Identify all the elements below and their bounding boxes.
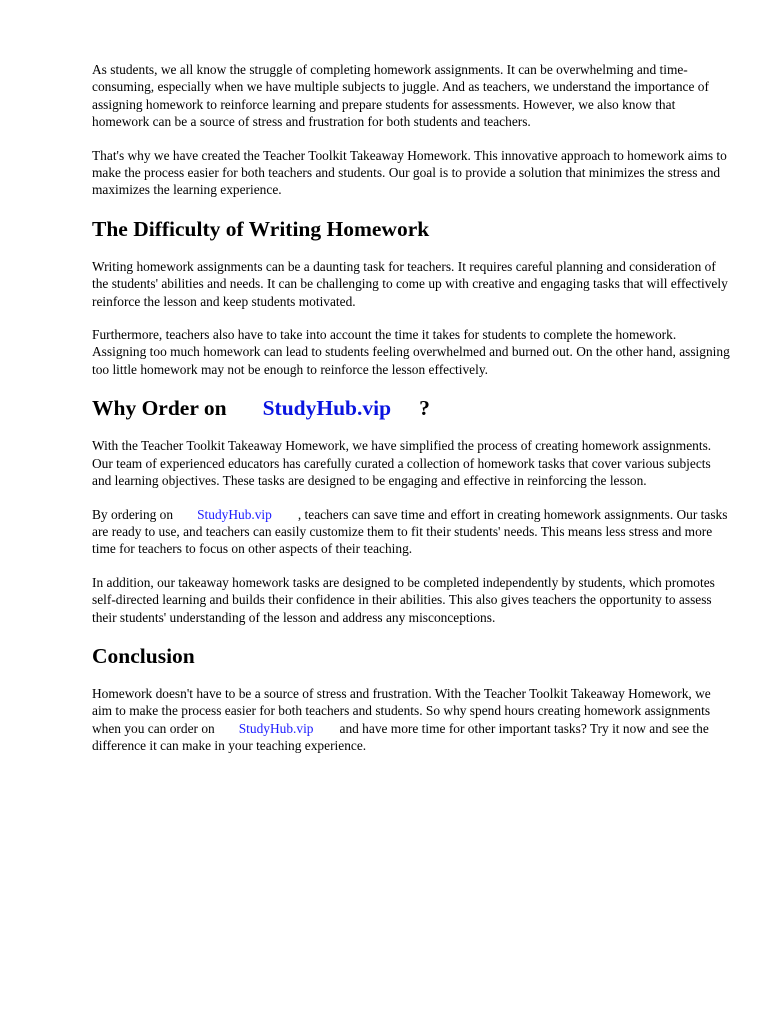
intro-paragraph-2: That's why we have created the Teacher Toolkit Takeaway Homework. This innovative approach to homework aims to make the process easier for both teachers and students. Our goal is to provide a solution that minimizes the stress and maximizes the learning experience.: [92, 147, 727, 198]
studyhub-inline-link[interactable]: StudyHub.vip: [197, 506, 272, 522]
section-heading-difficulty: The Difficulty of Writing Homework: [92, 216, 430, 241]
document-page: [92, 61, 732, 755]
paragraph-suffix: and have more time for other important tasks? Try it now and see the difference it can make in your teaching experience.: [92, 720, 709, 754]
heading-suffix: ?: [419, 396, 430, 421]
paragraph-suffix: , teachers can save time and effort in creating homework assignments. Our tasks are ready to use, and teachers can easily customize them to fit their students' needs. This means less stress and more time for teachers to focus on other aspects of their teaching.: [92, 506, 728, 557]
why-order-paragraph-3: In addition, our takeaway homework tasks are designed to be completed independently by students, which promotes self-directed learning and builds their confidence in their abilities. This also gives teachers the opportunity to assess their students' understanding of the lesson and address any misconceptions.: [92, 574, 715, 625]
heading-prefix: Why Order on: [92, 396, 227, 421]
intro-paragraph-1: As students, we all know the struggle of completing homework assignments. It can be overwhelming and time-consuming, especially when we have multiple subjects to juggle. And as teachers, we understand the importance of assigning homework to reinforce learning and prepare students for assessments. However, we also know that homework can be a source of stress and frustration for both students and teachers.: [92, 62, 709, 130]
why-order-paragraph-2: [92, 506, 732, 558]
difficulty-paragraph-1: Writing homework assignments can be a daunting task for teachers. It requires careful planning and consideration of the students' abilities and needs. It can be challenging to come up with creative and engaging tasks that will effectively reinforce the lesson and keep students motivated.: [92, 258, 728, 309]
why-order-paragraph-1: With the Teacher Toolkit Takeaway Homework, we have simplified the process of creating homework assignments. Our team of experienced educators has carefully curated a collection of homework tasks that cover various subjects and learning objectives. These tasks are designed to be engaging and effective in reinforcing the lesson.: [92, 438, 712, 489]
paragraph-prefix: By ordering on: [92, 506, 174, 522]
conclusion-paragraph: [92, 685, 732, 755]
section-heading-why-order: [92, 395, 732, 421]
studyhub-conclusion-link[interactable]: StudyHub.vip: [238, 720, 314, 736]
paragraph-prefix: Homework doesn't have to be a source of stress and frustration. With the Teacher Toolkit Takeaway Homework, we aim to make the process easier for both teachers and students. So why spend hours creating homework assignments when you can order on: [92, 685, 711, 736]
section-heading-conclusion: Conclusion: [92, 643, 195, 668]
difficulty-paragraph-2: Furthermore, teachers also have to take into account the time it takes for students to complete the homework. Assigning too much homework can lead to students feeling overwhelmed and burned out. On the other hand, assigning too little homework may not be enough to reinforce the lesson effectively.: [92, 327, 730, 377]
studyhub-heading-link[interactable]: StudyHub.vip: [262, 396, 392, 421]
